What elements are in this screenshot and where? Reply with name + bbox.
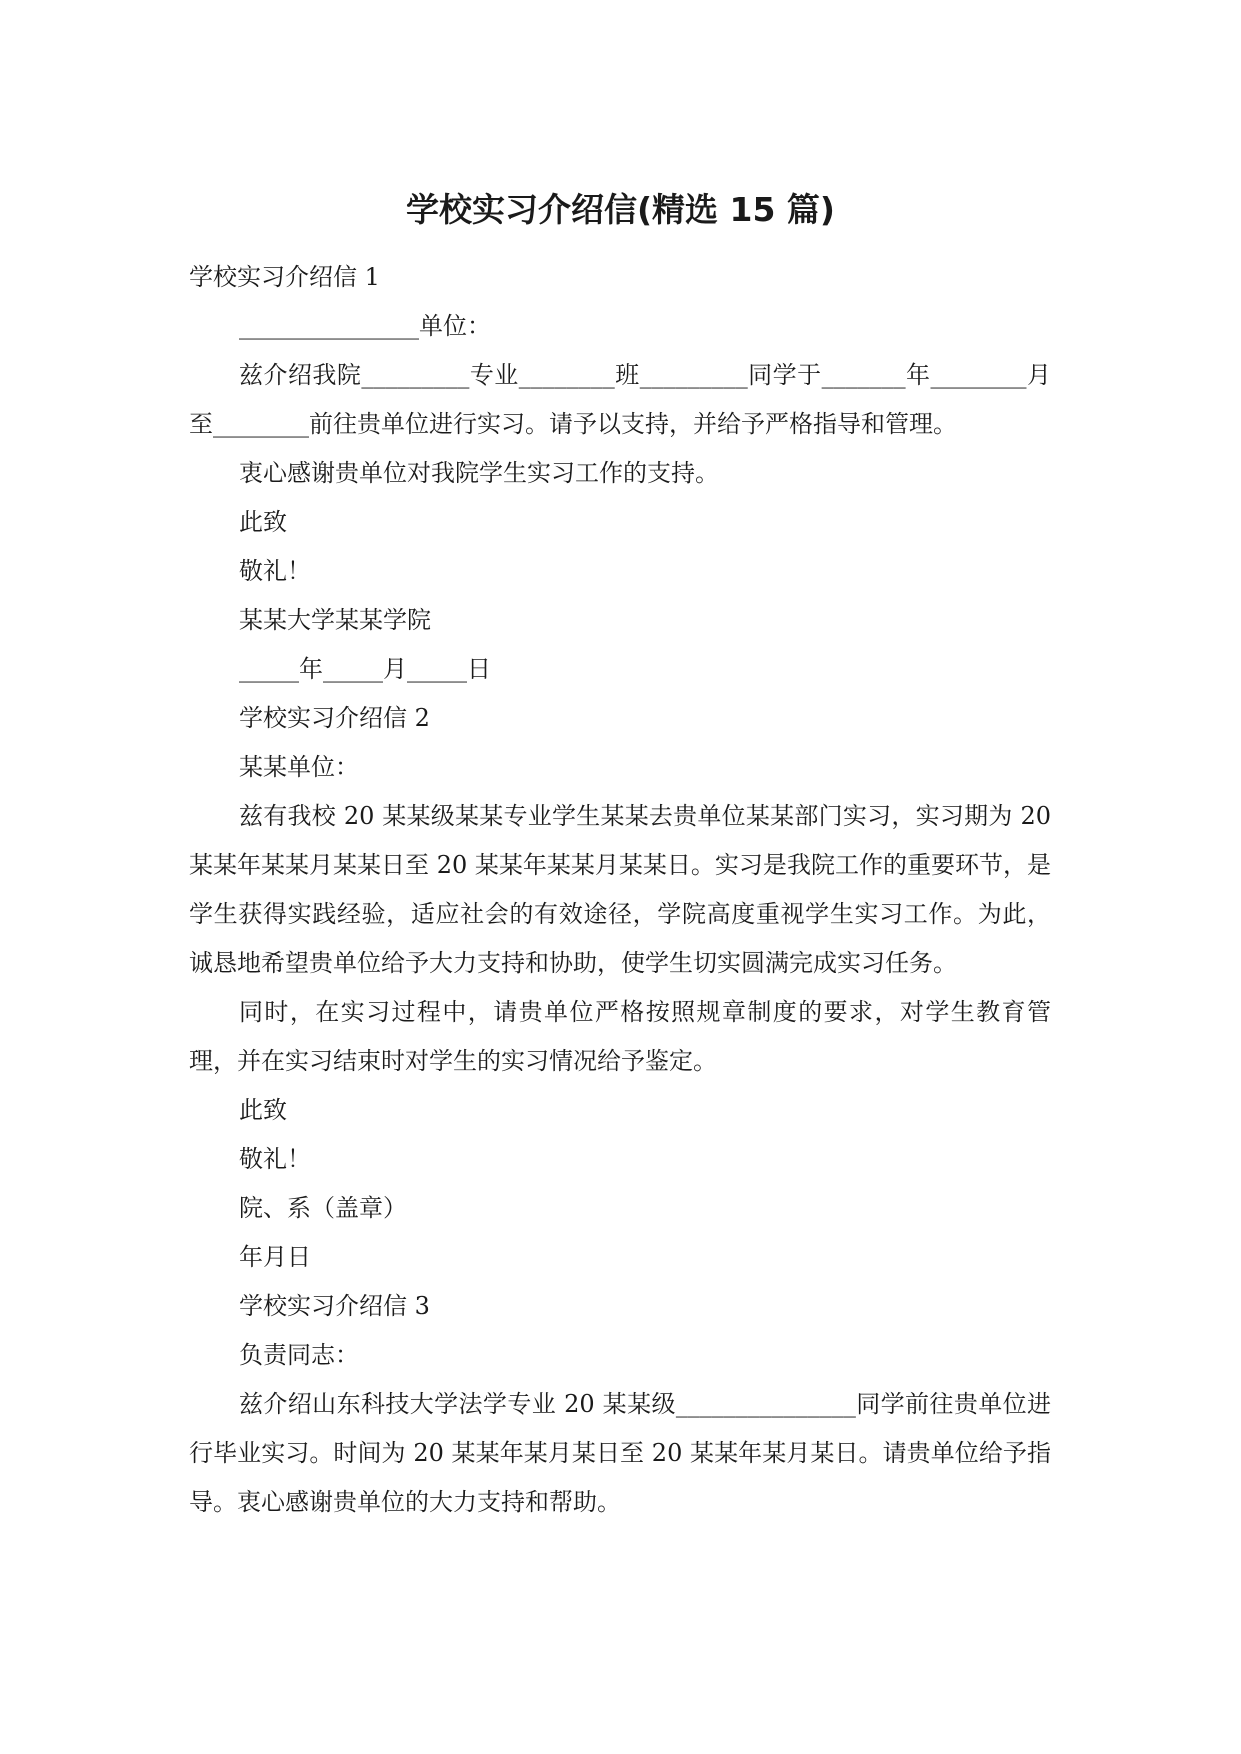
closing-line: 此致 (239, 508, 287, 536)
section-heading-2: 学校实习介绍信 2 (239, 704, 430, 732)
closing-line: 敬礼！ (239, 557, 311, 585)
recipient-line: 负责同志： (239, 1341, 359, 1369)
signature-line: 某某大学某某学院 (239, 606, 431, 634)
recipient-line: 某某单位： (239, 753, 359, 781)
recipient-line: _______________单位： (239, 312, 491, 340)
signature-line: 院、系（盖章） (239, 1194, 407, 1222)
document-title: 学校实习介绍信(精选 15 篇) (405, 190, 836, 229)
closing-line: 敬礼！ (239, 1145, 311, 1173)
paragraph: 兹有我校 20 某某级某某专业学生某某去贵单位某某部门实习，实习期为 20 某某年某某月某某日至 20 某某年某某月某某日。实习是我院工作的重要环节，是学生获得实践经验，适应社会的有效途径，学院高度重视学生实习工作。为此，诚恳地希望贵单位给予大力支持和协助，使学生切实圆满完成实习任务。 (189, 802, 1051, 977)
date-line: 年月日 (239, 1243, 311, 1271)
section-heading-1: 学校实习介绍信 1 (189, 263, 380, 291)
paragraph: 兹介绍山东科技大学法学专业 20 某某级_______________同学前往贵单位进行毕业实习。时间为 20 某某年某月某日至 20 某某年某月某日。请贵单位给予指导。衷心感谢贵单位的大力支持和帮助。 (189, 1390, 1051, 1516)
paragraph: 兹介绍我院_________专业________班_________同学于_______年________月至________前往贵单位进行实习。请予以支持，并给予严格指导和管理。 (189, 361, 1051, 438)
document-body (189, 253, 1051, 1527)
paragraph: 同时，在实习过程中，请贵单位严格按照规章制度的要求，对学生教育管理，并在实习结束时对学生的实习情况给予鉴定。 (189, 998, 1051, 1075)
section-heading-3: 学校实习介绍信 3 (239, 1292, 430, 1320)
closing-line: 此致 (239, 1096, 287, 1124)
paragraph: 衷心感谢贵单位对我院学生实习工作的支持。 (239, 459, 719, 487)
date-line: _____年_____月_____日 (239, 655, 491, 683)
